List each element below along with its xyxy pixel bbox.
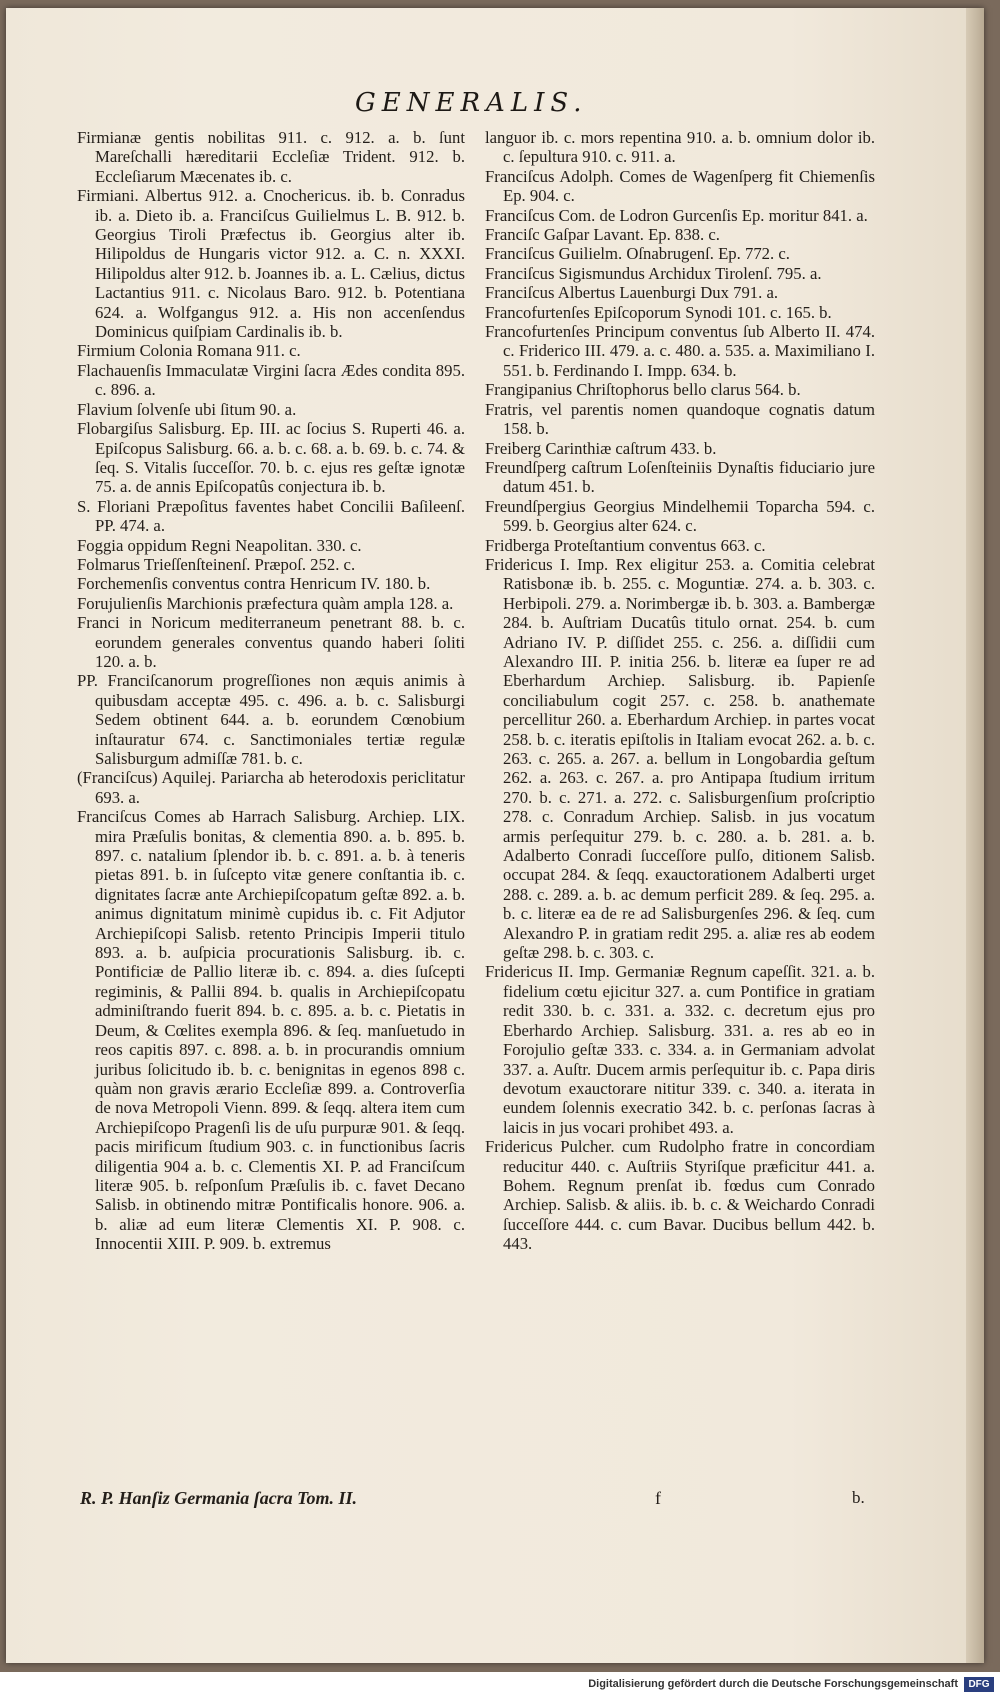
index-entry: Fridberga Proteſtantium conventus 663. c. [485, 535, 766, 555]
credit-bar [0, 1672, 1000, 1699]
index-entry: (Franciſcus) Aquilej. Pariarcha ab heterodoxis periclitatur 693. a. [77, 768, 465, 807]
index-entry: PP. Franciſcanorum progreſſiones non æquis animis à quibusdam acceptæ 495. c. 496. a. b. c. Salisburgi Sedem obtinent 644. a. b. eorundem Cœnobium inſtauratur 674. c. Sanctimoniales tertiæ regulæ Salisburgum admiſſæ 781. b. c. [77, 671, 465, 768]
index-entry: Firmianæ gentis nobilitas 911. c. 912. a. b. ſunt Mareſchalli hæreditarii Eccleſiæ Trident. 912. b. Eccleſiarum Mæcenates ib. c. [77, 128, 465, 186]
index-entry: Franciſcus Adolph. Comes de Wagenſperg fit Chiemenſis Ep. 904. c. [485, 166, 875, 206]
index-entry: Folmarus Trieſſenſteinenſ. Præpoſ. 252. c. [77, 554, 356, 574]
catchword: b. [852, 1488, 865, 1507]
index-entry: Franciſcus Com. de Lodron Gurcenſis Ep. moritur 841. a. [485, 205, 868, 225]
index-entry: Forujulienſis Marchionis præfectura quàm ampla 128. a. [77, 593, 454, 613]
signature-line: R. P. Hanſiz Germania ſacra Tom. II. [80, 1488, 358, 1508]
index-entry: Franciſcus Albertus Lauenburgi Dux 791. a. [485, 283, 779, 303]
dfg-logo: DFG [964, 1677, 994, 1692]
index-entry: Frangipanius Chriſtophorus bello clarus 564. b. [485, 380, 801, 400]
index-entry: Franciſcus Sigismundus Archidux Tirolenſ. 795. a. [485, 263, 822, 283]
running-title: GENERALIS. [355, 88, 588, 118]
index-entry: Franciſcus Comes ab Harrach Salisburg. Archiep. LIX. mira Præſulis bonitas, & clementia 890. a. b. 895. b. 897. c. natalium ſplendor ib. b. c. 891. a. b. à teneris pietas 891. b. in ſuſcepto vitæ genere conſtantia ib. c. dignitates ſacræ ante Archiepiſcopatum geſtæ 892. a. b. animus dignitatum minimè cupidus ib. c. Fit Adjutor Archiepiſcopi Salisb. retento Principis Imperii titulo 893. a. b. auſpicia procurationis Salisburg. ib. c. Pontificiæ de Pallio literæ ib. c. 894. a. dies ſuſcepti regiminis, & Pallii 894. b. qualis in Archiepiſcopatu adminiſtrando fuerit 894. b. c. 895. a. b. c. Pietatis in Deum, & Cœlites exempla 896. & ſeq. manſuetudo in reos capitis 897. c. 898. a. b. in procurandis omnium juribus ſolicitudo ib. b. c. benignitas in egenos 898 c. quàm non gravis ærario Eccleſiæ 899. a. Controverſia de nova Metropoli Vienn. 899. & ſeqq. altera item cum Archiepiſcopo Pragenſi lis de uſu purpuræ 901. & ſeqq. pacis mirificum ſtudium 903. c. in functionibus ſacris diligentia 904 a. b. c. Clementis XI. P. ad Franciſcum literæ 905. b. reſponſum Præſulis ib. c. favet Decano Salisb. in obtinendo mitræ Pontificalis honore. 906. a. b. aliæ ad eum literæ Clementis XI. P. 908. c. Innocentii XIII. P. 909. b. extremus [77, 807, 465, 1254]
index-entry: Firmiani. Albertus 912. a. Cnochericus. ib. b. Conradus ib. a. Dieto ib. a. Franciſcus Guilielmus L. B. 912. b. Georgius Tiroli Præfectus ib. Georgius alter ib. Hilipoldus de Hungaris victor 912. a. C. n. XXXI. Hilipoldus alter 912. b. Joannes ib. a. L. Cælius, dictus Lactantius 911. c. Nicolaus Baro. 912. b. Potentiana 624. a. Wolfgangus 912. a. His non accenſendus Dominicus quiſpiam Cardinalis ib. b. [77, 186, 465, 342]
index-entry: Freiberg Carinthiæ caſtrum 433. b. [485, 438, 717, 458]
index-entry: Flachauenſis Immaculatæ Virgini ſacra Ædes condita 895. c. 896. a. [77, 360, 465, 400]
index-entry: Freundſperg caſtrum Loſenſteiniis Dynaſtis fiduciario jure datum 451. b. [485, 457, 875, 497]
index-entry: Fridericus II. Imp. Germaniæ Regnum capeſſit. 321. a. b. fidelium cœtu ejicitur 327. a. cum Pontifice in gratiam redit 330. b. c. 331. a. 332. c. decretum ejus pro Eberhardo Archiep. Salisburg. 331. a. res ab eo in Forojulio geſtæ 333. c. 334. a. in Germaniam advolat 337. a. Auſtr. Ducem armis perſequitur ib. c. Papa diris devotum exauctorare nititur 339. c. 340. a. iterata in eundem ſolennis execratio 342. b. c. perſonas ſacras à laicis in jus vocari prohibet 493. a. [485, 962, 875, 1137]
index-column-right [485, 128, 875, 1254]
index-entry: Fridericus Pulcher. cum Rudolpho fratre in concordiam reducitur 440. c. Auſtriis Styriſque præficitur 441. a. Bohem. Regnum prenſat ib. fœdus cum Conrado Archiep. Salisb. & aliis. ib. b. c. & Weichardo Conradi ſucceſſore 444. c. cum Bavar. Ducibus bellum 442. b. 443. [485, 1137, 875, 1254]
index-column-left [77, 128, 465, 1254]
index-entry: Francofurtenſes Principum conventus ſub Alberto II. 474. c. Friderico III. 479. a. c. 480. a. 535. a. Maximiliano I. 551. b. Ferdinando I. Impp. 634. b. [485, 322, 875, 380]
index-entry: Forchemenſis conventus contra Henricum IV. 180. b. [77, 574, 431, 594]
index-entry: Fratris, vel parentis nomen quandoque cognatis datum 158. b. [485, 399, 875, 439]
index-entry: Firmium Colonia Romana 911. c. [77, 341, 301, 361]
index-entry: S. Floriani Præpoſitus faventes habet Concilii Baſileenſ. PP. 474. a. [77, 496, 465, 536]
credit-text: Digitalisierung gefördert durch die Deutsche Forschungsgemeinschaft [588, 1678, 958, 1690]
index-entry: Flobargiſus Salisburg. Ep. III. ac ſocius S. Ruperti 46. a. Epiſcopus Salisburg. 66. a. b. c. 68. a. b. 69. b. c. 74. & ſeq. S. Vitalis ſucceſſor. 70. b. c. ejus res geſtæ ignotæ 75. a. de annis Epiſcopatûs conjectura ib. b. [77, 419, 465, 497]
index-entry: Foggia oppidum Regni Neapolitan. 330. c. [77, 535, 362, 555]
index-entry: Franciſc Gaſpar Lavant. Ep. 838. c. [485, 225, 720, 245]
index-entry: Freundſpergius Georgius Mindelhemii Toparcha 594. c. 599. b. Georgius alter 624. c. [485, 496, 875, 536]
index-entry: Flavium ſolvenſe ubi ſitum 90. a. [77, 399, 297, 419]
signature-mark: f [655, 1488, 661, 1508]
page-edge [966, 8, 984, 1663]
index-entry: languor ib. c. mors repentina 910. a. b. omnium dolor ib. c. ſepultura 910. c. 911. a. [485, 128, 875, 167]
index-entry: Fridericus I. Imp. Rex eligitur 253. a. Comitia celebrat Ratisbonæ ib. b. 255. c. Moguntiæ. 274. a. b. 303. c. Herbipoli. 279. a. Norimbergæ ib. b. 303. a. Bambergæ 284. b. Auſtriam Ducatûs titulo ornat. 254. b. cum Adriano IV. P. diſſidet 255. c. 256. a. diſſidii cum Alexandro III. P. initia 256. b. literæ ea ſuper re ad Eberhardum Archiep. Salisburg. ib. Papienſe conciliabulum cogit 257. c. 258. b. anathemate percellitur 260. a. Eberhardum Archiep. in partes vocat 258. b. c. iteratis epiſtolis in Italiam evocat 262. a. b. c. 263. c. 265. a. 267. a. bellum in Longobardia geſtum 262. a. 263. c. 267. a. pro Antipapa ſtudium irritum 270. b. c. 271. a. 272. c. Salisburgenſium proſcriptio 278. c. Conradum Archiep. Salisb. in jus vocatum armis perſequitur 279. b. c. 280. a. b. 281. a. b. Adalberto Conradi ſucceſſore pulſo, ditionem Salisb. occupat 284. & ſeqq. exauctorationem Adalberti urget 288. c. 289. a. b. ac demum perficit 289. & ſeq. 295. a. b. c. literæ ea de re ad Salisburgenſes 296. & ſeq. cum Alexandro P. in gratiam redit 295. a. aliæ res ab eodem geſtæ 298. b. c. 303. c. [485, 554, 875, 963]
index-entry: Franci in Noricum mediterraneum penetrant 88. b. c. eorundem generales conventus quando haberi ſoliti 120. a. b. [77, 613, 465, 671]
index-entry: Francofurtenſes Epiſcoporum Synodi 101. c. 165. b. [485, 302, 832, 322]
index-entry: Franciſcus Guilielm. Oſnabrugenſ. Ep. 772. c. [485, 244, 790, 264]
